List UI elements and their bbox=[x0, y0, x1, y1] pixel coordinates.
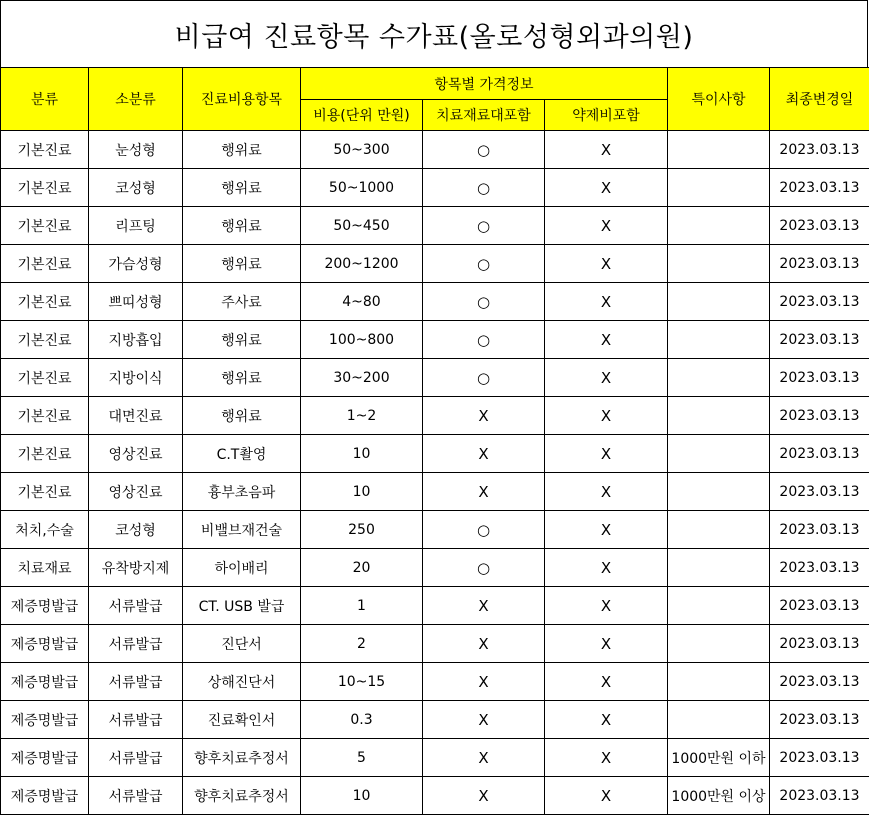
cell-category: 기본진료 bbox=[1, 207, 89, 245]
header-notes: 특이사항 bbox=[668, 68, 770, 131]
cell-notes bbox=[668, 169, 770, 207]
cell-notes: 1000만원 이하 bbox=[668, 739, 770, 777]
cell-subcategory: 유착방지제 bbox=[89, 549, 183, 587]
cell-item: 행위료 bbox=[183, 397, 301, 435]
table-row bbox=[1, 397, 869, 435]
cell-category: 처치,수술 bbox=[1, 511, 89, 549]
cell-item: 주사료 bbox=[183, 283, 301, 321]
cell-subcategory: 지방이식 bbox=[89, 359, 183, 397]
cell-category: 제증명발급 bbox=[1, 625, 89, 663]
table-row bbox=[1, 169, 869, 207]
cell-category: 제증명발급 bbox=[1, 739, 89, 777]
cell-drug: X bbox=[545, 169, 668, 207]
page-title: 비급여 진료항목 수가표(올로성형외과의원) bbox=[0, 0, 868, 67]
cell-category: 제증명발급 bbox=[1, 777, 89, 815]
cell-cost: 50~1000 bbox=[301, 169, 423, 207]
cell-drug: X bbox=[545, 549, 668, 587]
cell-cost: 4~80 bbox=[301, 283, 423, 321]
cell-category: 기본진료 bbox=[1, 473, 89, 511]
cell-cost: 1~2 bbox=[301, 397, 423, 435]
cell-notes bbox=[668, 131, 770, 169]
fee-table bbox=[0, 67, 869, 815]
cell-notes bbox=[668, 587, 770, 625]
cell-drug: X bbox=[545, 207, 668, 245]
cell-item: 진단서 bbox=[183, 625, 301, 663]
table-row bbox=[1, 663, 869, 701]
cell-subcategory: 리프팅 bbox=[89, 207, 183, 245]
table-row bbox=[1, 359, 869, 397]
cell-item: 진료확인서 bbox=[183, 701, 301, 739]
cell-notes bbox=[668, 359, 770, 397]
header-price-group: 항목별 가격정보 bbox=[301, 68, 668, 100]
cell-item: 행위료 bbox=[183, 169, 301, 207]
cell-cost: 50~450 bbox=[301, 207, 423, 245]
header-category: 분류 bbox=[1, 68, 89, 131]
cell-cost: 250 bbox=[301, 511, 423, 549]
cell-drug: X bbox=[545, 587, 668, 625]
cell-material: X bbox=[423, 587, 545, 625]
cell-drug: X bbox=[545, 473, 668, 511]
table-row bbox=[1, 701, 869, 739]
cell-material: ○ bbox=[423, 321, 545, 359]
cell-subcategory: 서류발급 bbox=[89, 777, 183, 815]
cell-category: 기본진료 bbox=[1, 359, 89, 397]
cell-subcategory: 서류발급 bbox=[89, 739, 183, 777]
cell-updated: 2023.03.13 bbox=[770, 321, 869, 359]
cell-drug: X bbox=[545, 701, 668, 739]
cell-item: 행위료 bbox=[183, 321, 301, 359]
cell-drug: X bbox=[545, 283, 668, 321]
cell-material: X bbox=[423, 473, 545, 511]
cell-cost: 1 bbox=[301, 587, 423, 625]
cell-material: ○ bbox=[423, 283, 545, 321]
table-row bbox=[1, 625, 869, 663]
header-subcategory: 소분류 bbox=[89, 68, 183, 131]
cell-updated: 2023.03.13 bbox=[770, 435, 869, 473]
cell-cost: 100~800 bbox=[301, 321, 423, 359]
header-cost: 비용(단위 만원) bbox=[301, 100, 423, 131]
cell-updated: 2023.03.13 bbox=[770, 739, 869, 777]
cell-drug: X bbox=[545, 511, 668, 549]
cell-category: 기본진료 bbox=[1, 321, 89, 359]
cell-category: 제증명발급 bbox=[1, 663, 89, 701]
cell-cost: 50~300 bbox=[301, 131, 423, 169]
cell-item: 흉부초음파 bbox=[183, 473, 301, 511]
cell-subcategory: 서류발급 bbox=[89, 587, 183, 625]
cell-notes bbox=[668, 397, 770, 435]
cell-category: 기본진료 bbox=[1, 435, 89, 473]
cell-material: ○ bbox=[423, 131, 545, 169]
table-row bbox=[1, 511, 869, 549]
cell-drug: X bbox=[545, 359, 668, 397]
cell-item: 행위료 bbox=[183, 207, 301, 245]
cell-item: 비밸브재건술 bbox=[183, 511, 301, 549]
table-row bbox=[1, 473, 869, 511]
table-row bbox=[1, 435, 869, 473]
cell-category: 제증명발급 bbox=[1, 587, 89, 625]
cell-drug: X bbox=[545, 131, 668, 169]
cell-material: ○ bbox=[423, 549, 545, 587]
table-header bbox=[1, 68, 869, 131]
cell-updated: 2023.03.13 bbox=[770, 663, 869, 701]
table-row bbox=[1, 739, 869, 777]
cell-subcategory: 서류발급 bbox=[89, 663, 183, 701]
cell-item: 하이배리 bbox=[183, 549, 301, 587]
cell-cost: 10 bbox=[301, 435, 423, 473]
table-row bbox=[1, 321, 869, 359]
cell-notes: 1000만원 이상 bbox=[668, 777, 770, 815]
cell-drug: X bbox=[545, 435, 668, 473]
cell-subcategory: 서류발급 bbox=[89, 625, 183, 663]
cell-category: 기본진료 bbox=[1, 169, 89, 207]
cell-cost: 20 bbox=[301, 549, 423, 587]
table-body bbox=[1, 131, 869, 815]
cell-updated: 2023.03.13 bbox=[770, 207, 869, 245]
cell-subcategory: 코성형 bbox=[89, 511, 183, 549]
cell-category: 기본진료 bbox=[1, 245, 89, 283]
cell-material: ○ bbox=[423, 245, 545, 283]
cell-updated: 2023.03.13 bbox=[770, 359, 869, 397]
cell-material: X bbox=[423, 435, 545, 473]
cell-cost: 10~15 bbox=[301, 663, 423, 701]
cell-item: 행위료 bbox=[183, 359, 301, 397]
cell-item: CT. USB 발급 bbox=[183, 587, 301, 625]
header-item: 진료비용항목 bbox=[183, 68, 301, 131]
table-row bbox=[1, 587, 869, 625]
cell-cost: 5 bbox=[301, 739, 423, 777]
cell-notes bbox=[668, 283, 770, 321]
cell-updated: 2023.03.13 bbox=[770, 245, 869, 283]
table-row bbox=[1, 131, 869, 169]
cell-category: 기본진료 bbox=[1, 283, 89, 321]
cell-item: C.T촬영 bbox=[183, 435, 301, 473]
cell-drug: X bbox=[545, 245, 668, 283]
header-updated: 최종변경일 bbox=[770, 68, 869, 131]
cell-notes bbox=[668, 207, 770, 245]
cell-cost: 10 bbox=[301, 473, 423, 511]
cell-cost: 10 bbox=[301, 777, 423, 815]
cell-cost: 30~200 bbox=[301, 359, 423, 397]
cell-updated: 2023.03.13 bbox=[770, 587, 869, 625]
cell-notes bbox=[668, 701, 770, 739]
cell-cost: 200~1200 bbox=[301, 245, 423, 283]
header-material: 치료재료대포함 bbox=[423, 100, 545, 131]
cell-material: X bbox=[423, 397, 545, 435]
cell-drug: X bbox=[545, 625, 668, 663]
table-row bbox=[1, 283, 869, 321]
cell-subcategory: 서류발급 bbox=[89, 701, 183, 739]
table-row bbox=[1, 777, 869, 815]
cell-category: 제증명발급 bbox=[1, 701, 89, 739]
cell-drug: X bbox=[545, 321, 668, 359]
cell-updated: 2023.03.13 bbox=[770, 777, 869, 815]
cell-cost: 2 bbox=[301, 625, 423, 663]
cell-updated: 2023.03.13 bbox=[770, 283, 869, 321]
cell-material: ○ bbox=[423, 207, 545, 245]
cell-category: 치료재료 bbox=[1, 549, 89, 587]
cell-updated: 2023.03.13 bbox=[770, 511, 869, 549]
cell-subcategory: 대면진료 bbox=[89, 397, 183, 435]
cell-notes bbox=[668, 321, 770, 359]
cell-drug: X bbox=[545, 739, 668, 777]
cell-notes bbox=[668, 245, 770, 283]
cell-material: X bbox=[423, 777, 545, 815]
cell-updated: 2023.03.13 bbox=[770, 701, 869, 739]
cell-item: 향후치료추정서 bbox=[183, 739, 301, 777]
cell-material: ○ bbox=[423, 359, 545, 397]
cell-subcategory: 지방흡입 bbox=[89, 321, 183, 359]
cell-updated: 2023.03.13 bbox=[770, 131, 869, 169]
cell-material: ○ bbox=[423, 511, 545, 549]
table-row bbox=[1, 549, 869, 587]
cell-notes bbox=[668, 625, 770, 663]
cell-subcategory: 쁘띠성형 bbox=[89, 283, 183, 321]
table-row bbox=[1, 245, 869, 283]
cell-item: 행위료 bbox=[183, 245, 301, 283]
cell-category: 기본진료 bbox=[1, 397, 89, 435]
cell-drug: X bbox=[545, 777, 668, 815]
cell-material: X bbox=[423, 739, 545, 777]
cell-updated: 2023.03.13 bbox=[770, 169, 869, 207]
cell-cost: 0.3 bbox=[301, 701, 423, 739]
cell-subcategory: 코성형 bbox=[89, 169, 183, 207]
cell-item: 향후치료추정서 bbox=[183, 777, 301, 815]
table-row bbox=[1, 207, 869, 245]
cell-subcategory: 눈성형 bbox=[89, 131, 183, 169]
cell-notes bbox=[668, 511, 770, 549]
cell-material: X bbox=[423, 625, 545, 663]
cell-material: X bbox=[423, 663, 545, 701]
cell-updated: 2023.03.13 bbox=[770, 473, 869, 511]
cell-notes bbox=[668, 473, 770, 511]
cell-notes bbox=[668, 549, 770, 587]
cell-drug: X bbox=[545, 663, 668, 701]
cell-notes bbox=[668, 663, 770, 701]
cell-drug: X bbox=[545, 397, 668, 435]
cell-category: 기본진료 bbox=[1, 131, 89, 169]
cell-updated: 2023.03.13 bbox=[770, 397, 869, 435]
cell-subcategory: 영상진료 bbox=[89, 473, 183, 511]
cell-item: 상해진단서 bbox=[183, 663, 301, 701]
cell-subcategory: 가슴성형 bbox=[89, 245, 183, 283]
cell-item: 행위료 bbox=[183, 131, 301, 169]
cell-material: X bbox=[423, 701, 545, 739]
cell-notes bbox=[668, 435, 770, 473]
cell-updated: 2023.03.13 bbox=[770, 549, 869, 587]
cell-subcategory: 영상진료 bbox=[89, 435, 183, 473]
cell-updated: 2023.03.13 bbox=[770, 625, 869, 663]
cell-material: ○ bbox=[423, 169, 545, 207]
header-drug: 약제비포함 bbox=[545, 100, 668, 131]
